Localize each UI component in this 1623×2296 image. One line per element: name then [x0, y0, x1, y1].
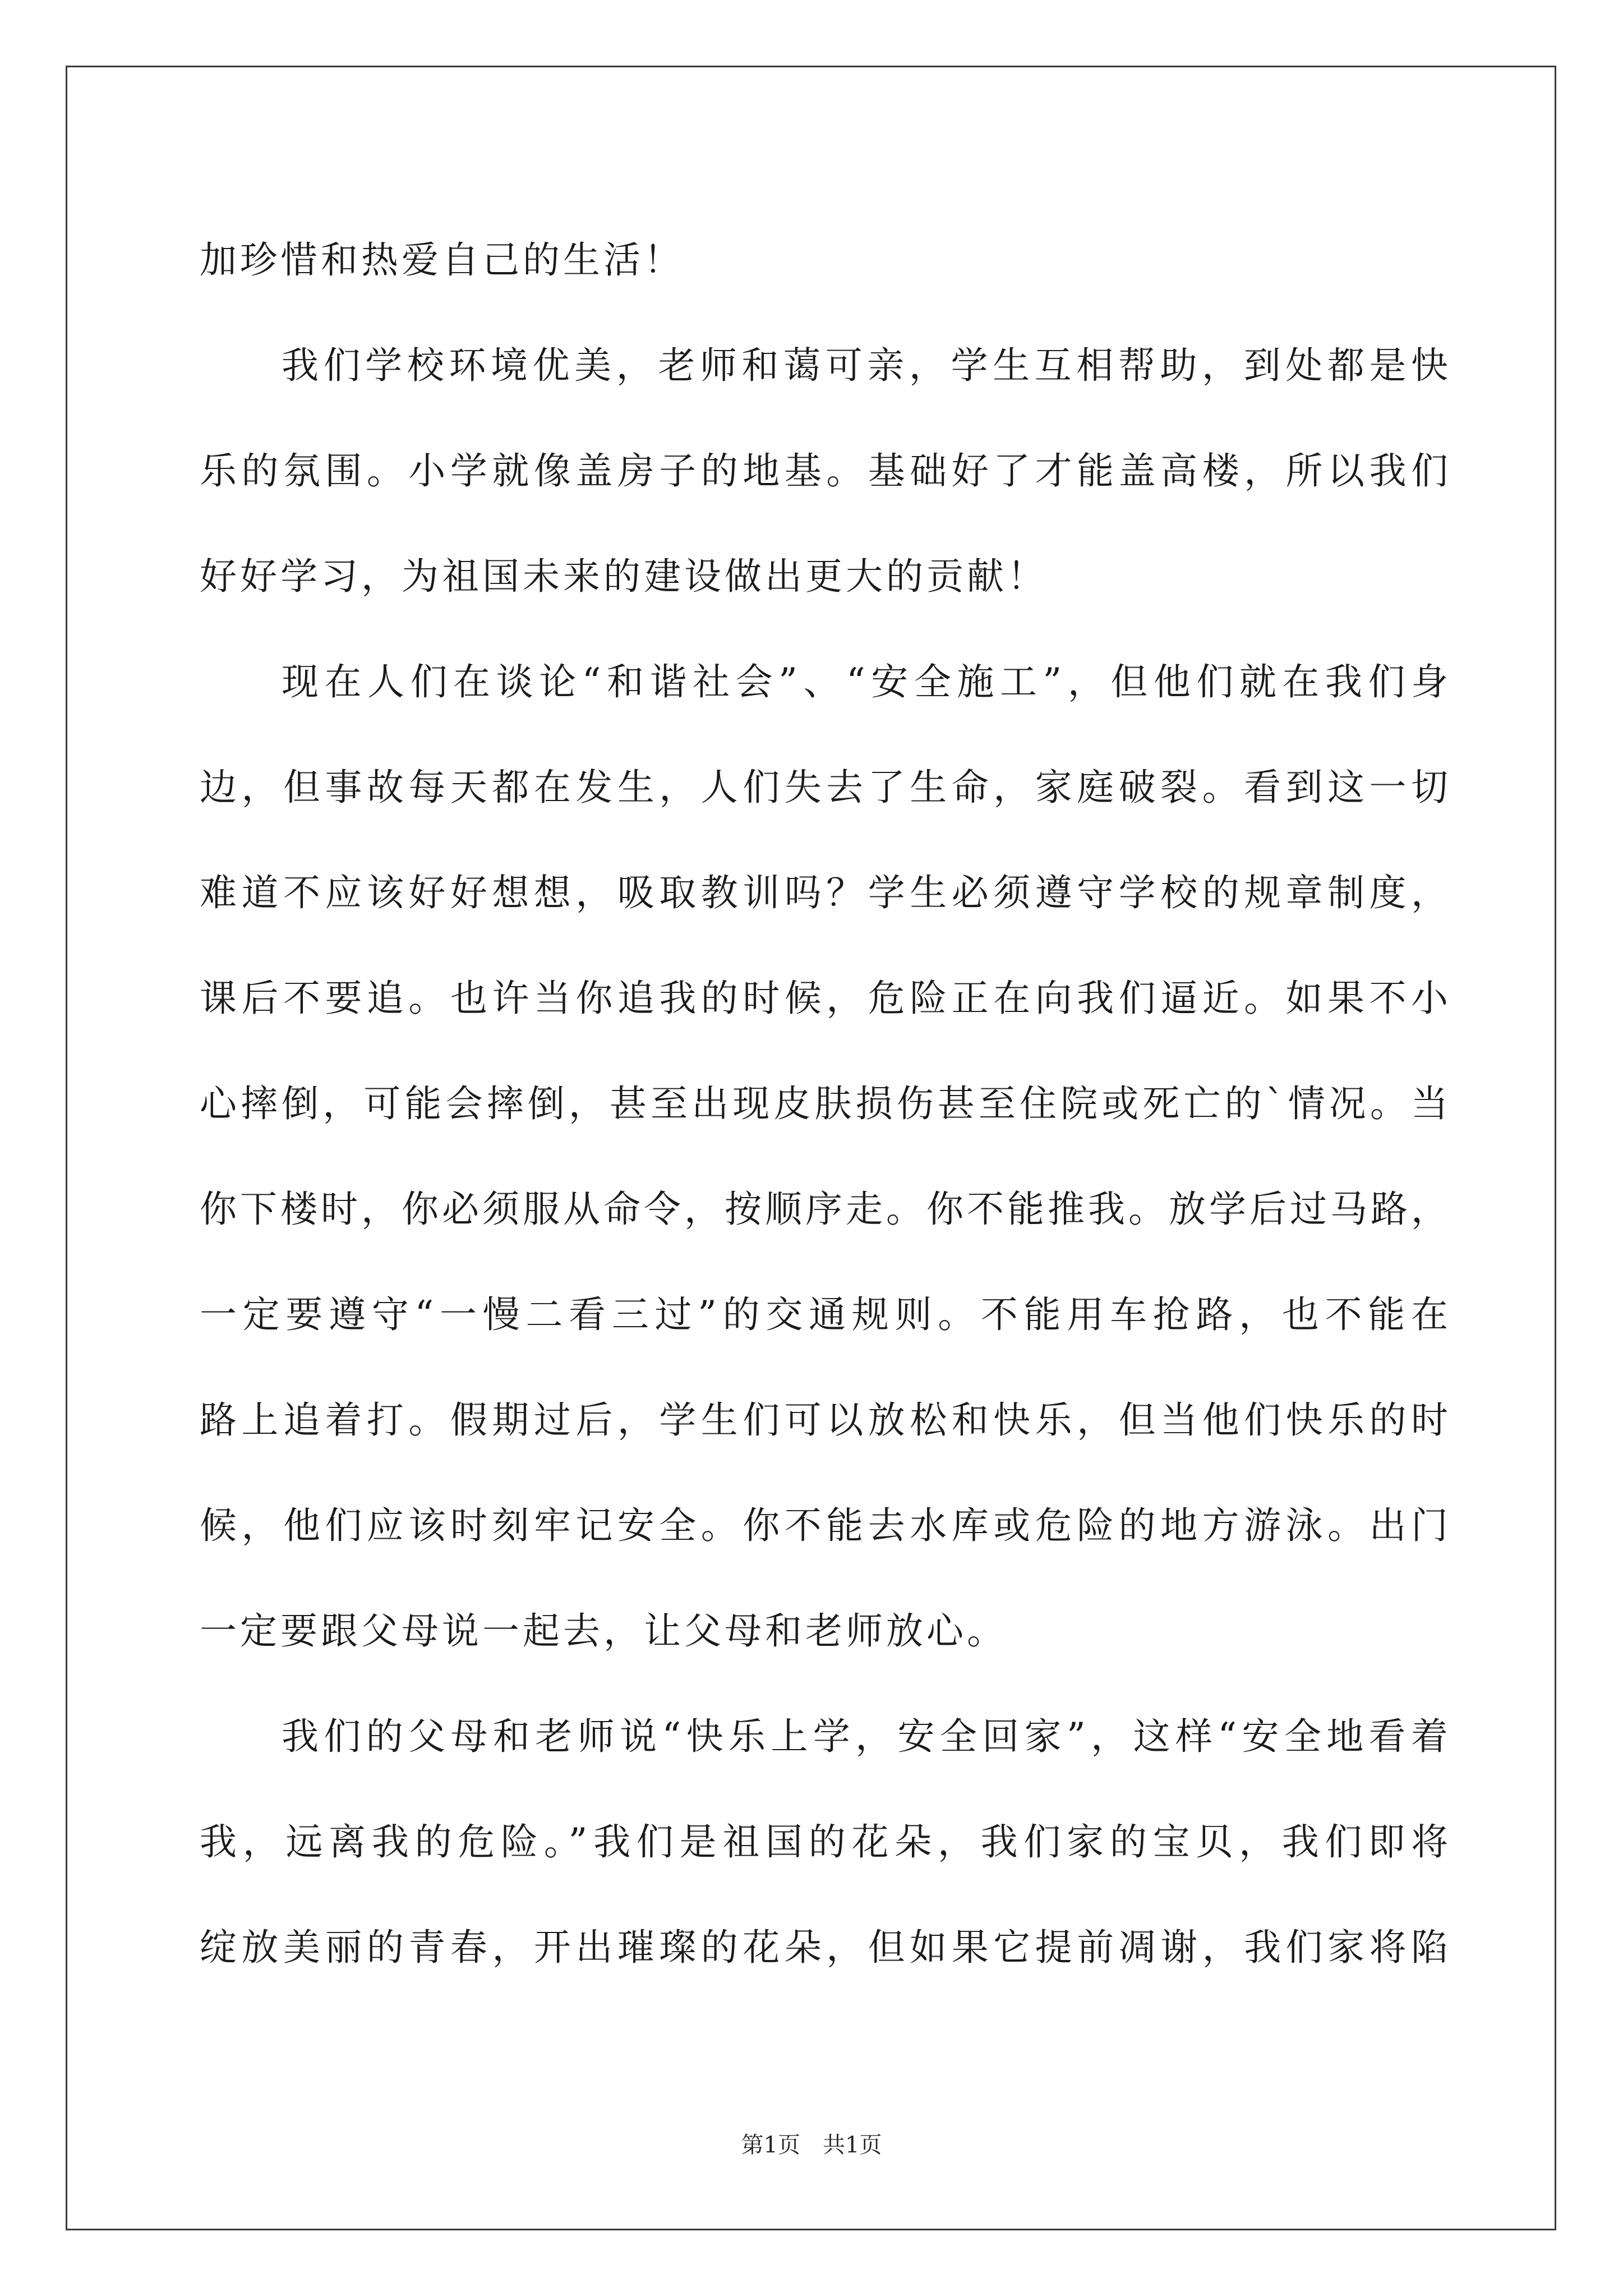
text-line: 我，远离我的危险。”我们是祖国的花朵，我们家的宝贝，我们即将	[200, 1820, 1451, 1864]
text-line: 现在人们在谈论“和谐社会”、“安全施工”，但他们就在我们身	[282, 660, 1451, 703]
page-number-footer: 第1页 共1页	[741, 2132, 882, 2158]
text-line: 好好学习，为祖国未来的建设做出更大的贡献！	[200, 555, 1048, 598]
text-line: 一定要遵守“一慢二看三过”的交通规则。不能用车抢路，也不能在	[200, 1293, 1451, 1336]
text-line: 心摔倒，可能会摔倒，甚至出现皮肤损伤甚至住院或死亡的`情况。当	[200, 1082, 1451, 1125]
text-line: 我们的父母和老师说“快乐上学，安全回家”，这样“安全地看着	[282, 1715, 1451, 1758]
text-line: 路上追着打。假期过后，学生们可以放松和快乐，但当他们快乐的时	[200, 1398, 1451, 1442]
text-line: 边，但事故每天都在发生，人们失去了生命，家庭破裂。看到这一切	[200, 766, 1451, 809]
text-line: 一定要跟父母说一起去，让父母和老师放心。	[200, 1609, 1007, 1653]
text-line: 绽放美丽的青春，开出璀璨的花朵，但如果它提前凋谢，我们家将陷	[200, 1926, 1451, 1969]
text-line: 难道不应该好好想想，吸取教训吗？学生必须遵守学校的规章制度，	[200, 871, 1451, 914]
text-line: 加珍惜和热爱自己的生活！	[200, 238, 684, 282]
text-line: 我们学校环境优美，老师和蔼可亲，学生互相帮助，到处都是快	[282, 344, 1451, 387]
document-body	[200, 208, 1451, 2000]
text-line: 乐的氛围。小学就像盖房子的地基。基础好了才能盖高楼，所以我们	[200, 449, 1451, 493]
text-line: 你下楼时，你必须服从命令，按顺序走。你不能推我。放学后过马路，	[200, 1188, 1451, 1231]
text-line: 课后不要追。也许当你追我的时候，危险正在向我们逼近。如果不小	[200, 977, 1451, 1020]
text-line: 候，他们应该时刻牢记安全。你不能去水库或危险的地方游泳。出门	[200, 1504, 1451, 1547]
